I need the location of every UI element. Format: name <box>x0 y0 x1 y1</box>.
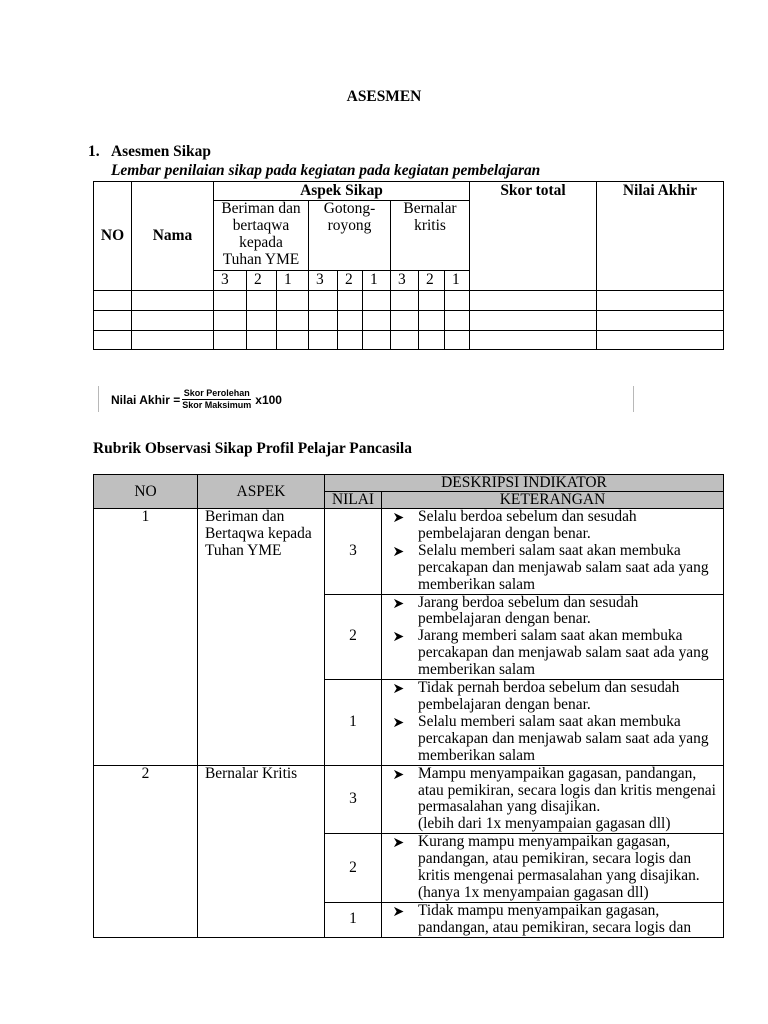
table-cell <box>419 331 445 350</box>
indicator-item <box>393 595 721 629</box>
arrow-bullet-icon <box>393 714 418 731</box>
indicator-list <box>382 594 724 680</box>
table-cell <box>277 311 309 331</box>
table-cell <box>94 331 132 350</box>
indicator-text: Kurang mampu menyampaikan gagasan, pandangan, atau pemikiran, secara logis dan kritis mengenai permasalahan yang disajikan. <box>418 833 700 885</box>
score-header: 3 <box>391 271 419 291</box>
score-value: 2 <box>325 594 382 680</box>
indicator-list <box>382 680 724 766</box>
table-cell <box>445 291 470 311</box>
score-header: 1 <box>363 271 391 291</box>
table-cell <box>338 291 363 311</box>
table-cell <box>363 331 391 350</box>
indicator-text: Jarang berdoa sebelum dan sesudah pembelajaran dengan benar. <box>418 593 639 628</box>
section-number: 1. <box>88 143 100 160</box>
rubric-header-no: NO <box>94 475 198 509</box>
table-cell <box>132 291 214 311</box>
indicator-item <box>393 509 721 543</box>
score-header: 1 <box>445 271 470 291</box>
rubric-table <box>93 474 724 938</box>
indicator-item <box>393 834 721 902</box>
table-cell <box>309 311 338 331</box>
arrow-bullet-icon <box>393 766 418 783</box>
column-header-no: NO <box>94 182 132 291</box>
indicator-list <box>382 765 724 834</box>
arrow-bullet-icon <box>393 834 418 851</box>
score-value: 3 <box>325 765 382 834</box>
score-header: 1 <box>277 271 309 291</box>
arrow-bullet-icon <box>393 509 418 526</box>
indicator-item <box>393 543 721 594</box>
table-cell <box>277 291 309 311</box>
score-header: 3 <box>214 271 247 291</box>
indicator-note: (hanya 1x menyampaian gagasan dll) <box>418 883 649 901</box>
score-value: 1 <box>325 902 382 937</box>
table-cell <box>419 291 445 311</box>
table-cell <box>277 331 309 350</box>
rubric-header-score: NILAI <box>325 492 382 509</box>
table-cell <box>419 311 445 331</box>
indicator-text: Selalu memberi salam saat akan membuka percakapan dan menjawab salam saat ada yang memberikan salam <box>418 712 709 764</box>
attitude-assessment-table <box>93 181 724 350</box>
indicator-item <box>393 714 721 765</box>
section-title: Asesmen Sikap <box>111 143 211 160</box>
indicator-item <box>393 628 721 679</box>
aspect-number: 2 <box>94 765 198 937</box>
table-cell <box>247 291 277 311</box>
rubric-header-aspect: ASPEK <box>198 475 325 509</box>
rubric-header-notes: KETERANGAN <box>382 492 724 509</box>
table-cell <box>214 331 247 350</box>
indicator-item <box>393 766 721 834</box>
indicator-text: Tidak pernah berdoa sebelum dan sesudah pembelajaran dengan benar. <box>418 679 680 713</box>
table-cell <box>309 331 338 350</box>
aspect-number: 1 <box>94 509 198 766</box>
section-subtitle: Lembar penilaian sikap pada kegiatan pada kegiatan pembelajaran <box>111 162 541 179</box>
indicator-text: Jarang memberi salam saat akan membuka percakapan dan menjawab salam saat ada yang memberikan salam <box>418 627 709 679</box>
table-cell <box>597 291 724 311</box>
document-title: ASESMEN <box>346 88 422 105</box>
table-row <box>94 509 724 595</box>
score-value: 3 <box>325 509 382 595</box>
indicator-text: Selalu berdoa sebelum dan sesudah pembelajaran dengan benar. <box>418 508 637 542</box>
table-cell <box>597 311 724 331</box>
score-value: 2 <box>325 834 382 903</box>
table-cell <box>445 311 470 331</box>
formula-frame-left <box>98 386 99 412</box>
score-value: 1 <box>325 680 382 766</box>
arrow-bullet-icon <box>393 595 418 612</box>
aspect-header-cooperation: Gotong-royong <box>309 201 391 271</box>
arrow-bullet-icon <box>393 680 418 697</box>
rubric-title: Rubrik Observasi Sikap Profil Pelajar Pancasila <box>93 440 412 457</box>
table-cell <box>214 311 247 331</box>
indicator-text: Tidak mampu menyampaikan gagasan, pandangan, atau pemikiran, secara logis dan <box>418 901 692 936</box>
table-cell <box>309 291 338 311</box>
table-cell <box>338 311 363 331</box>
table-cell <box>445 331 470 350</box>
indicator-item <box>393 680 721 714</box>
table-row <box>94 291 724 311</box>
table-cell <box>132 331 214 350</box>
formula-numerator: Skor Perolehan <box>183 388 250 398</box>
formula-label: Nilai Akhir = <box>111 392 181 407</box>
table-cell <box>132 311 214 331</box>
table-cell <box>391 311 419 331</box>
indicator-list <box>382 509 724 595</box>
table-cell <box>214 291 247 311</box>
rubric-header-description: DESKRIPSI INDIKATOR <box>325 475 724 492</box>
table-cell <box>470 291 597 311</box>
table-cell <box>94 311 132 331</box>
indicator-item <box>393 903 721 937</box>
indicator-text: Mampu menyampaikan gagasan, pandangan, atau pemikiran, secara logis dan kritis mengenai permasalahan yang disajikan. <box>418 764 716 816</box>
table-row <box>94 331 724 350</box>
table-cell <box>391 331 419 350</box>
formula-multiplier: x100 <box>255 392 282 407</box>
formula-fraction <box>182 388 251 411</box>
indicator-list <box>382 834 724 903</box>
indicator-text: Selalu memberi salam saat akan membuka percakapan dan menjawab salam saat ada yang memberikan salam <box>418 541 709 593</box>
aspect-name: Bernalar Kritis <box>198 765 325 937</box>
score-header: 2 <box>247 271 277 291</box>
indicator-body <box>418 766 720 834</box>
table-cell <box>363 291 391 311</box>
table-cell <box>391 291 419 311</box>
column-header-aspect-group: Aspek Sikap <box>214 182 470 201</box>
table-row <box>94 311 724 331</box>
table-cell <box>363 311 391 331</box>
table-row <box>94 765 724 834</box>
aspect-header-faith: Beriman dan bertaqwa kepada Tuhan YME <box>214 201 309 271</box>
column-header-total-score: Skor total <box>470 182 597 291</box>
table-cell <box>470 311 597 331</box>
table-cell <box>470 331 597 350</box>
aspect-name: Beriman dan Bertaqwa kepada Tuhan YME <box>198 509 325 766</box>
indicator-list <box>382 902 724 937</box>
arrow-bullet-icon <box>393 903 418 920</box>
formula-frame-right <box>633 386 634 412</box>
table-cell <box>597 331 724 350</box>
indicator-body <box>418 834 720 902</box>
column-header-final-score: Nilai Akhir <box>597 182 724 291</box>
score-header: 2 <box>419 271 445 291</box>
score-header: 3 <box>309 271 338 291</box>
score-header: 2 <box>338 271 363 291</box>
final-score-formula <box>111 388 282 411</box>
arrow-bullet-icon <box>393 628 418 645</box>
column-header-name: Nama <box>132 182 214 291</box>
indicator-note: (lebih dari 1x menyampaian gagasan dll) <box>418 815 671 833</box>
arrow-bullet-icon <box>393 543 418 560</box>
aspect-header-critical-thinking: Bernalar kritis <box>391 201 470 271</box>
table-cell <box>94 291 132 311</box>
formula-denominator: Skor Maksimum <box>182 400 252 410</box>
table-cell <box>247 311 277 331</box>
table-cell <box>338 331 363 350</box>
table-cell <box>247 331 277 350</box>
